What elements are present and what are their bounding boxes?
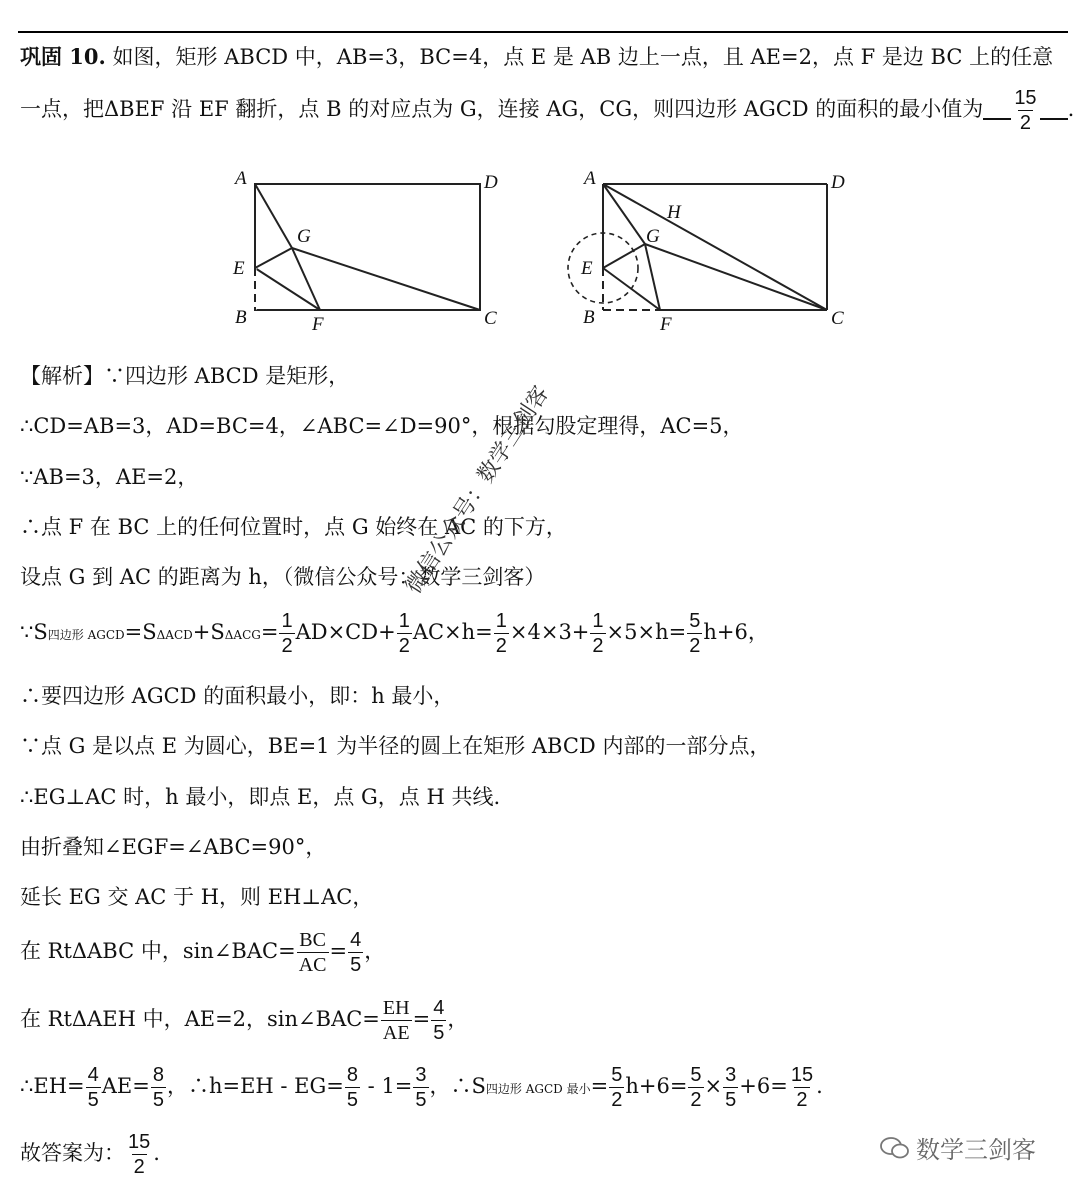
segment-gc-right bbox=[645, 244, 827, 310]
wechat-icon bbox=[880, 1136, 910, 1160]
label-f-left: F bbox=[312, 314, 324, 335]
solution-line-3: ∵AB=3，AE=2， bbox=[20, 465, 199, 489]
watermark-corner: 数学三剑客 bbox=[880, 1130, 1036, 1165]
solution-line-15: 故答案为： $\frac{15}{2}$ . bbox=[20, 1131, 160, 1178]
solution-line-7: ∴要四边形 AGCD 的面积最小，即：h 最小， bbox=[20, 684, 455, 708]
solution-line-1: 【解析】∵四边形 ABCD 是矩形， bbox=[20, 364, 350, 388]
label-g-right: G bbox=[646, 226, 660, 247]
solution-line-2: ∴CD=AB=3，AD=BC=4，∠ABC=∠D=90°，根据勾股定理得，AC=5， bbox=[20, 414, 744, 438]
label-f-right: F bbox=[660, 314, 672, 335]
solution-line-6: ∵S四边形 AGCD=SΔACD+SΔACG= $\frac{1}{2}$ AD×CD+ $\frac{1}{2}$ AC×h= $\frac{1}{2}$ ×4×3+ $\frac{1}{2}$ ×5×h= $\frac{5}{2}$ h+6， bbox=[20, 610, 769, 657]
label-d-right: D bbox=[831, 172, 845, 193]
label-h-right: H bbox=[667, 202, 681, 223]
figure-right bbox=[568, 184, 827, 310]
label-b-right: B bbox=[583, 307, 595, 328]
label-c-right: C bbox=[831, 308, 844, 329]
solution-line-13: 在 RtΔAEH 中，AE=2，sin∠BAC= $\frac{EH}{AE}$ = $\frac{4}{5}$ ， bbox=[20, 997, 469, 1044]
solution-line-12: 在 RtΔABC 中，sin∠BAC= $\frac{BC}{AC}$ = $\frac{4}{5}$ ， bbox=[20, 929, 386, 976]
final-answer-fraction: $\frac{15}{2}$ bbox=[128, 1131, 151, 1178]
solution-line-14: ∴EH= $\frac{4}{5}$ AE= $\frac{8}{5}$ ，∴h=EH - EG= $\frac{8}{5}$ - 1= $\frac{3}{5}$ ，∴S四边形 AGCD 最小= $\frac{5}{2}$ h+6= $\frac{5}{2}$ × $\frac{3}{5}$ +6= $\frac{15}{2}$ . bbox=[20, 1064, 823, 1111]
figures bbox=[0, 160, 1080, 340]
answer-fraction: $\frac{15}{2}$ bbox=[1014, 87, 1037, 134]
segment-eg-right bbox=[603, 244, 645, 268]
solution-line-10: 由折叠知∠EGF=∠ABC=90°， bbox=[20, 835, 327, 859]
problem-text-1: 如图，矩形 ABCD 中，AB=3，BC=4，点 E 是 AB 边上一点，且 AE=2，点 F 是边 BC 上的任意 bbox=[112, 45, 1054, 69]
figure-left bbox=[255, 184, 480, 310]
label-e-right: E bbox=[581, 258, 593, 279]
label-g-left: G bbox=[297, 226, 311, 247]
segment-ag-right bbox=[603, 184, 645, 244]
solution-line-9: ∴EG⊥AC 时，h 最小，即点 E，点 G，点 H 共线. bbox=[20, 785, 501, 809]
solution-line-5: 设点 G 到 AC 的距离为 h，（微信公众号：数学三剑客） bbox=[20, 565, 546, 589]
diagonal-ac-right bbox=[603, 184, 827, 310]
label-a-left: A bbox=[235, 168, 247, 189]
problem-label: 巩固 10. bbox=[20, 44, 106, 69]
segment-ag-left bbox=[255, 184, 292, 248]
label-b-left: B bbox=[235, 307, 247, 328]
problem-line-1 bbox=[20, 46, 1053, 68]
solution-line-11: 延长 EG 交 AC 于 H，则 EH⊥AC， bbox=[20, 885, 374, 909]
segment-eg-left bbox=[255, 248, 292, 268]
problem-line-2: 一点，把ΔBEF 沿 EF 翻折，点 B 的对应点为 G，连接 AG，CG，则四边形 AGCD 的面积的最小值为 $\frac{15}{2}$ . bbox=[20, 87, 1075, 134]
label-d-left: D bbox=[484, 172, 498, 193]
segment-gc-left bbox=[292, 248, 480, 310]
watermark-diagonal: 微信公众号：数学三剑客 bbox=[401, 381, 554, 599]
rect-abcd-left bbox=[255, 184, 480, 310]
label-a-right: A bbox=[584, 168, 596, 189]
solution-line-8: ∵点 G 是以点 E 为圆心，BE=1 为半径的圆上在矩形 ABCD 内部的一部分点， bbox=[20, 734, 771, 758]
problem-text-2: 一点，把ΔBEF 沿 EF 翻折，点 B 的对应点为 G，连接 AG，CG，则四边形 AGCD 的面积的最小值为 bbox=[20, 97, 984, 121]
label-c-left: C bbox=[484, 308, 497, 329]
top-rule bbox=[18, 31, 1068, 33]
solution-line-4: ∴点 F 在 BC 上的任何位置时，点 G 始终在 AC 的下方， bbox=[20, 515, 567, 539]
label-e-left: E bbox=[233, 258, 245, 279]
fraction-one-half: $\frac{1}{2}$ bbox=[281, 610, 293, 657]
